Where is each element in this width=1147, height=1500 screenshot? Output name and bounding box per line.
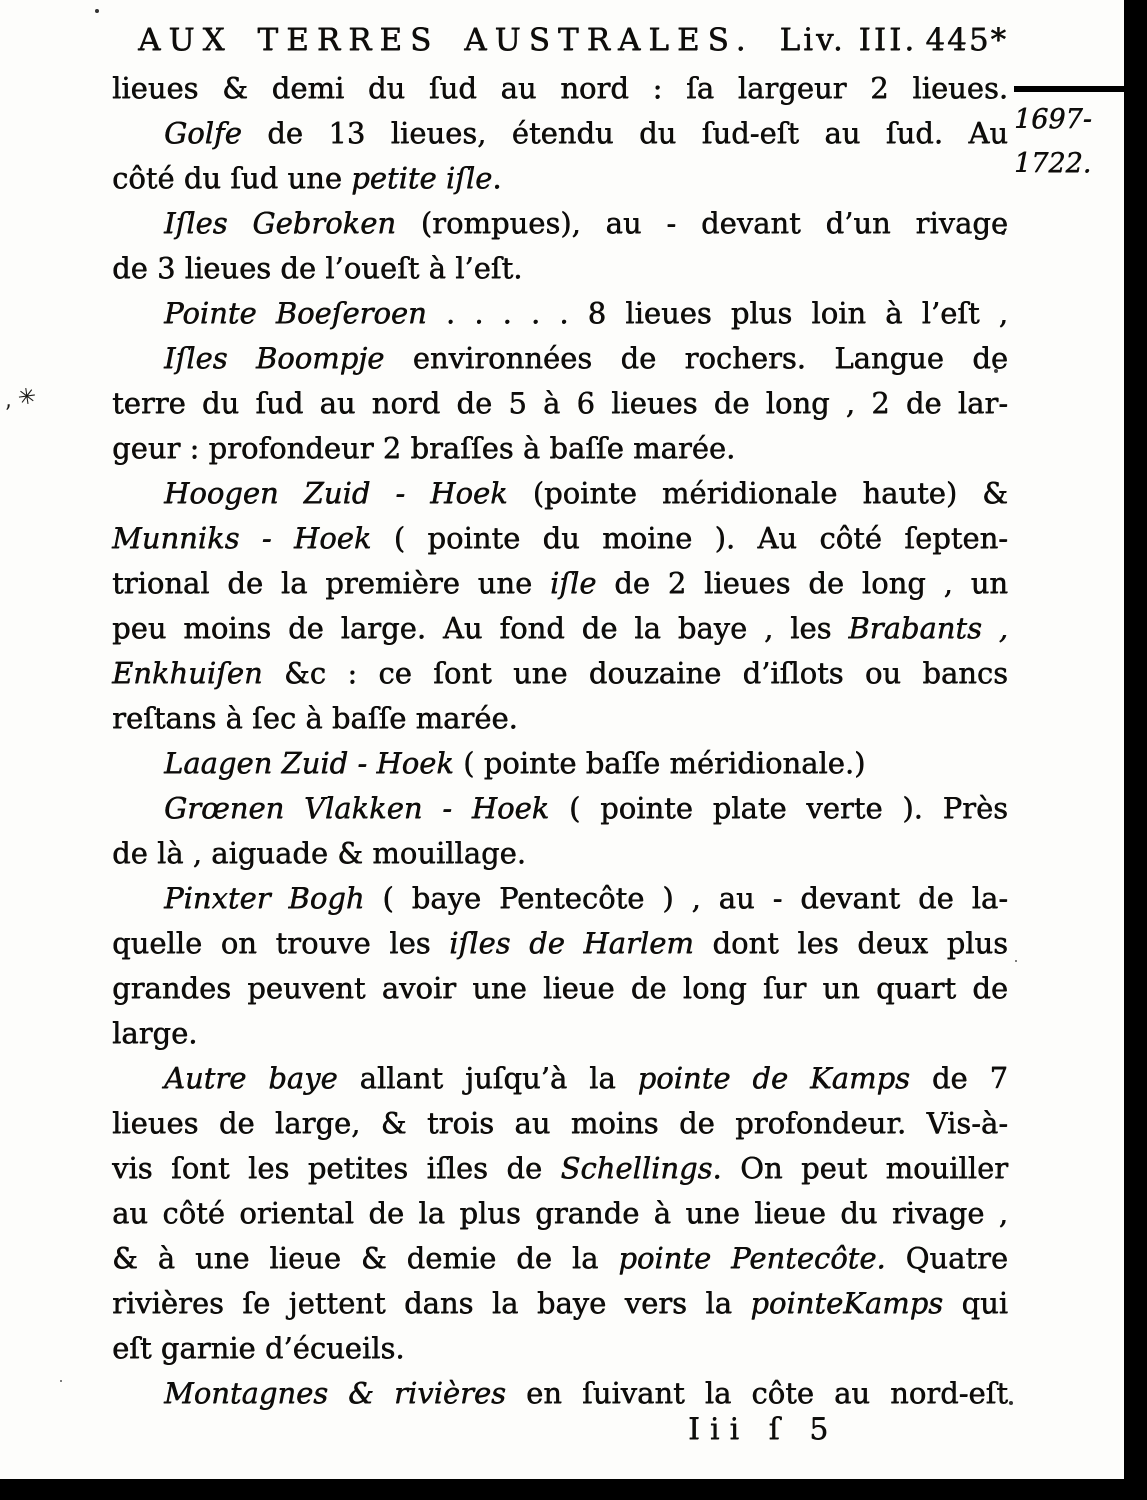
text-line <box>112 291 1008 336</box>
text-run: grandes peuvent avoir une lieue de long ſur un quart de <box>112 971 1008 1005</box>
text-run: ( pointe plate verte ). Près <box>549 791 1008 825</box>
place-name-italic: Pointe Boeſeroen <box>164 296 427 330</box>
text-run: qui <box>943 1286 1009 1320</box>
place-name-italic: Munniks - Hoek <box>112 521 372 555</box>
text-run: allant juſqu’à la <box>337 1061 638 1095</box>
text-run: &c : ce ſont une douzaine d’iſlots ou bancs <box>262 656 1008 690</box>
running-header <box>112 22 1008 58</box>
text-line <box>112 1281 1008 1326</box>
margin-year-end: 1722. <box>1014 148 1092 179</box>
text-line <box>112 1101 1008 1146</box>
text-run: . On peut mouiller <box>712 1151 1008 1185</box>
place-name-italic: iſles de Harlem <box>449 926 694 960</box>
text-run: dont les deux plus <box>693 926 1008 960</box>
text-line <box>112 201 1008 246</box>
scan-edge-right <box>1124 0 1147 1500</box>
scan-edge-bottom <box>0 1479 1147 1500</box>
margin-year-note <box>1014 86 1126 186</box>
text-line <box>112 381 1008 426</box>
place-name-italic: iſle <box>549 566 597 600</box>
text-run: vis ſont les petites iſles de <box>112 1151 561 1185</box>
text-run: peu moins de large. Au fond de la baye , les <box>112 611 849 645</box>
header-title: AUX TERRES AUSTRALES. <box>138 22 754 58</box>
place-name-italic: Brabants , <box>848 611 1008 645</box>
place-name-italic: Golfe <box>164 116 242 150</box>
place-name-italic: Montagnes & rivières <box>164 1376 506 1410</box>
text-line <box>112 336 1008 381</box>
text-line <box>112 831 1008 876</box>
place-name-italic: Enkhuiſen <box>112 656 263 690</box>
margin-year-start: 1697- <box>1014 104 1092 135</box>
text-line <box>112 156 1008 201</box>
text-line <box>112 921 1008 966</box>
text-line <box>112 66 1008 111</box>
text-run: Quatre <box>885 1241 1008 1275</box>
place-name-italic: petite iſle <box>351 161 493 195</box>
text-line <box>112 1056 1008 1101</box>
text-run: . . . . . 8 lieues plus loin à l’eſt , <box>426 296 1008 330</box>
text-line <box>112 786 1008 831</box>
place-name-italic: Laagen Zuid - Hoek <box>164 746 454 780</box>
text-run: lieues de large, & trois au moins de profondeur. Vis-à- <box>112 1106 1008 1140</box>
place-name-italic: Pinxter Bogh <box>164 881 365 915</box>
place-name-italic: Grœnen Vlakken - Hoek <box>164 791 550 825</box>
text-line <box>112 111 1008 156</box>
text-run: de 7 <box>909 1061 1008 1095</box>
text-run: rivières ſe jettent dans la baye vers la <box>112 1286 751 1320</box>
place-name-italic: pointe Pentecôte. <box>618 1241 886 1275</box>
text-run: de 3 lieues de l’oueſt à l’eſt. <box>112 251 523 285</box>
text-run: (pointe méridionale haute) & <box>507 476 1008 510</box>
text-line <box>112 606 1008 651</box>
text-run: geur : profondeur 2 braſſes à baſſe marée. <box>112 431 736 465</box>
place-name-italic: Schellings <box>560 1151 713 1185</box>
text-run: ( baye Pentecôte ) , au - devant de la- <box>364 881 1008 915</box>
text-run: reſtans à ſec à baſſe marée. <box>112 701 518 735</box>
text-run: . <box>492 161 502 195</box>
text-line <box>112 1326 1008 1371</box>
text-run: en ſuivant la côte au nord-eſt <box>505 1376 1008 1410</box>
text-run: terre du ſud au nord de 5 à 6 lieues de long , 2 de lar- <box>112 386 1008 420</box>
text-run: quelle on trouve les <box>112 926 450 960</box>
place-name-italic: Iſles Boompje <box>164 341 385 375</box>
text-run: ( pointe baſſe méridionale.) <box>453 746 866 780</box>
place-name-italic: Autre baye <box>164 1061 338 1095</box>
margin-rule <box>1014 86 1126 92</box>
text-run: trional de la première une <box>112 566 550 600</box>
text-run: (rompues), au - devant d’un rivage <box>395 206 1009 240</box>
text-run: ( pointe du moine ). Au côté ſepten- <box>371 521 1008 555</box>
place-name-italic: pointeKamps <box>750 1286 944 1320</box>
text-line <box>112 426 1008 471</box>
text-run: de 13 lieues, étendu du ſud-eſt au ſud. Au <box>241 116 1008 150</box>
text-line <box>112 516 1008 561</box>
text-line <box>112 561 1008 606</box>
text-line <box>112 246 1008 291</box>
text-run: environnées de rochers. Langue de <box>384 341 1008 375</box>
header-book-number: Liv. III. <box>779 22 918 58</box>
text-line <box>112 876 1008 921</box>
text-line <box>112 741 1008 786</box>
text-line <box>112 1146 1008 1191</box>
text-run: & à une lieue & demie de la <box>112 1241 619 1275</box>
ink-smudge-mark: ‚ ✳ <box>2 383 39 414</box>
text-line <box>112 1191 1008 1236</box>
text-line <box>112 696 1008 741</box>
text-run: au côté oriental de la plus grande à une lieue du rivage , <box>112 1196 1008 1230</box>
text-run: eſt garnie d’écueils. <box>112 1331 405 1365</box>
place-name-italic: Hoogen Zuid - Hoek <box>164 476 508 510</box>
place-name-italic: Iſles Gebroken <box>164 206 396 240</box>
text-run: de là , aiguade & mouillage. <box>112 836 526 870</box>
text-line <box>112 471 1008 516</box>
text-line <box>112 966 1008 1011</box>
text-block <box>112 66 1008 1416</box>
text-line <box>112 1371 1008 1416</box>
text-run: côté du ſud une <box>112 161 352 195</box>
text-line <box>112 1236 1008 1281</box>
text-line <box>112 1011 1008 1056</box>
text-run: de 2 lieues de long , un <box>596 566 1008 600</box>
paper-specks <box>0 0 2 2</box>
place-name-italic: pointe de Kamps <box>637 1061 910 1095</box>
text-run: large. <box>112 1016 198 1050</box>
signature-mark: Iii ſ 5 <box>688 1412 839 1447</box>
page-number: 445* <box>925 22 1008 58</box>
text-run: lieues & demi du ſud au nord : ſa largeur 2 lieues. <box>112 71 1008 105</box>
text-line <box>112 651 1008 696</box>
